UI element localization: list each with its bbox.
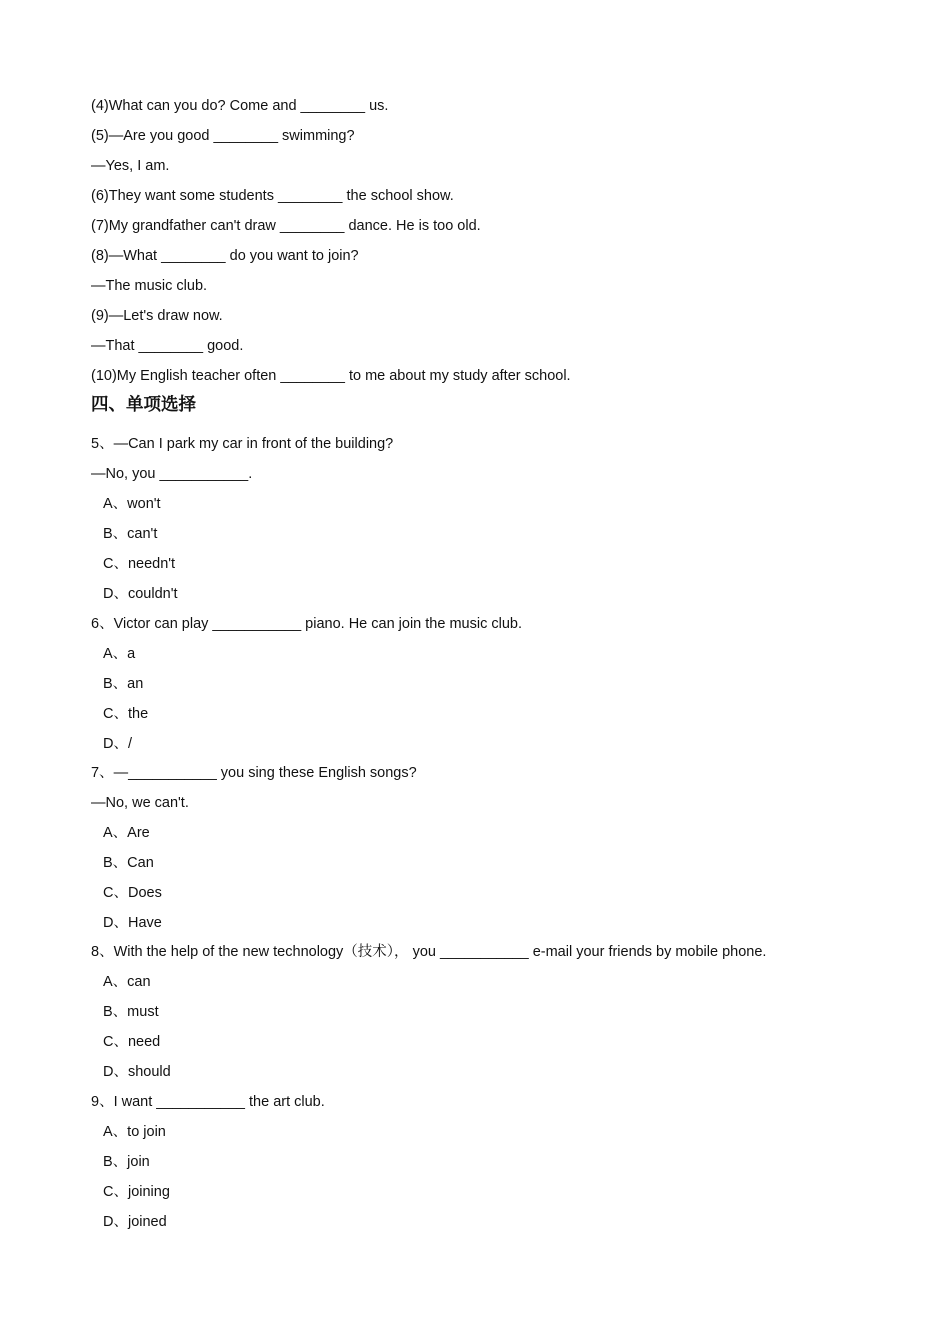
question-6-stem: 6、Victor can play ___________ piano. He can join the music club. [91, 616, 522, 632]
question-9-stem: 9、I want ___________ the art club. [91, 1094, 325, 1110]
question-6-option-c: C、the [103, 706, 149, 722]
question-8-option-b: B、must [103, 1004, 159, 1020]
question-6-option-b: B、an [103, 676, 144, 692]
fill-blank-9: (9)—Let's draw now. [91, 308, 223, 324]
fill-blank-5: (5)—Are you good ________ swimming? [91, 128, 355, 144]
question-5-option-b: B、can't [103, 526, 158, 542]
question-8-option-a: A、can [103, 974, 151, 990]
fill-blank-9-answer: —That ________ good. [91, 338, 244, 354]
fill-blank-10: (10)My English teacher often ________ to me about my study after school. [91, 368, 571, 384]
question-7-stem: 7、—___________ you sing these English songs? [91, 765, 417, 781]
question-5-stem: 5、—Can I park my car in front of the building? [91, 436, 394, 452]
question-9-option-d: D、joined [103, 1214, 167, 1230]
question-8-option-d: D、should [103, 1064, 171, 1080]
question-9-option-a: A、to join [103, 1124, 166, 1140]
question-5-option-c: C、needn't [103, 556, 176, 572]
question-5-stem-line2: —No, you ___________. [91, 466, 253, 482]
question-8-stem: 8、With the help of the new technology（技术）， you ___________ e-mail your friends by mobile phone. [91, 944, 767, 960]
question-7-stem-line2: —No, we can't. [91, 795, 189, 811]
question-7-option-c: C、Does [103, 885, 162, 901]
fill-blank-6: (6)They want some students ________ the school show. [91, 188, 454, 204]
question-6-option-a: A、a [103, 646, 136, 662]
fill-blank-5-answer: —Yes, I am. [91, 158, 170, 174]
fill-blank-8-answer: —The music club. [91, 278, 208, 294]
question-9-option-b: B、join [103, 1154, 150, 1170]
question-6-option-d: D、/ [103, 736, 132, 752]
section-heading: 四、单项选择 [91, 395, 196, 415]
question-8-option-c: C、need [103, 1034, 161, 1050]
question-7-option-a: A、Are [103, 825, 150, 841]
question-7-option-b: B、Can [103, 855, 154, 871]
question-9-option-c: C、joining [103, 1184, 170, 1200]
question-5-option-d: D、couldn't [103, 586, 178, 602]
fill-blank-4: (4)What can you do? Come and ________ us. [91, 98, 389, 114]
fill-blank-7: (7)My grandfather can't draw ________ dance. He is too old. [91, 218, 481, 234]
question-7-option-d: D、Have [103, 915, 162, 931]
fill-blank-8: (8)—What ________ do you want to join? [91, 248, 359, 264]
question-5-option-a: A、won't [103, 496, 161, 512]
